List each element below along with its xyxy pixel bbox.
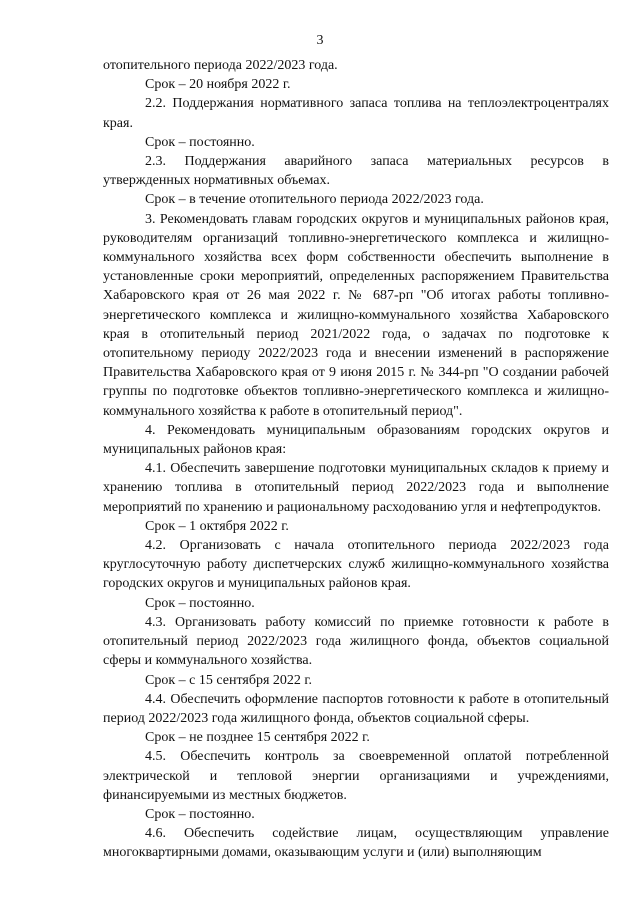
deadline-4-5: Срок – постоянно. <box>145 806 255 822</box>
deadline-4-4: Срок – не позднее 15 сентября 2022 г. <box>145 730 370 746</box>
deadline-4-2: Срок – постоянно. <box>145 595 255 611</box>
deadline-4-3: Срок – с 15 сентября 2022 г. <box>145 672 313 688</box>
paragraph-4-3: 4.3. Организовать работу комиссий по приемке готовности к работе в отопительный период 2022/2023 года жилищного фонда, объектов социальной сферы и коммунального хозяйства. <box>103 614 609 669</box>
paragraph-continuation: отопительного периода 2022/2023 года. <box>103 58 338 73</box>
paragraph-4-5: 4.5. Обеспечить контроль за своевременной оплатой потребленной электрической и тепловой энергии организациями и учреждениями, финансируемыми из местных бюджетов. <box>103 749 609 803</box>
paragraph-4: 4. Рекомендовать муниципальным образованиям городских округов и муниципальных районов края: <box>103 422 609 458</box>
paragraph-4-2: 4.2. Организовать с начала отопительного периода 2022/2023 года круглосуточную работу диспетчерских служб жилищно-коммунального хозяйства городских округов и муниципальных районов края. <box>103 538 609 592</box>
deadline-2-3: Срок – в течение отопительного периода 2022/2023 года. <box>145 192 484 208</box>
paragraph-4-6: 4.6. Обеспечить содействие лицам, осуществляющим управление многоквартирными домами, оказывающим услуги и (или) выполняющим <box>103 826 609 861</box>
document-body <box>103 56 609 863</box>
paragraph-2-3: 2.3. Поддержания аварийного запаса материальных ресурсов в утвержденных нормативных объемах. <box>103 154 609 189</box>
paragraph-2-2: 2.2. Поддержания нормативного запаса топлива на теплоэлектроцентралях края. <box>103 96 609 131</box>
paragraph-3: 3. Рекомендовать главам городских округов и муниципальных районов края, руководителям организаций топливно-энергетического комплекса и жилищно-коммунального хозяйства всех форм собственности обеспечить выполнение в установленные сроки мероприятий, определенных распоряжением Правительства Хабаровского края от 26 мая 2022 г. № 687-рп "Об итогах работы топливно-энергетического комплекса и жилищно-коммунального хозяйства Хабаровского края в отопительный период 2021/2022 года, о задачах по подготовке к отопительному периоду 2022/2023 года и внесении изменений в распоряжение Правительства Хабаровского края от 9 июня 2015 г. № 344-рп "О создании рабочей группы по подготовке объектов топливно-энергетического комплекса и жилищно-коммунального хозяйства к работе в отопительный период". <box>103 211 609 419</box>
paragraph-4-4: 4.4. Обеспечить оформление паспортов готовности к работе в отопительный период 2022/2023 года жилищного фонда, объектов социальной сферы. <box>103 691 609 726</box>
deadline-2-1: Срок – 20 ноября 2022 г. <box>145 77 291 93</box>
paragraph-4-1: 4.1. Обеспечить завершение подготовки муниципальных складов к приему и хранению топлива в отопительный период 2022/2023 года и выполнение мероприятий по хранению и рациональному расходованию угля и нефтепродуктов. <box>103 461 609 515</box>
deadline-2-2: Срок – постоянно. <box>145 134 255 150</box>
page-number: 3 <box>316 33 324 48</box>
deadline-4-1: Срок – 1 октября 2022 г. <box>145 518 289 534</box>
